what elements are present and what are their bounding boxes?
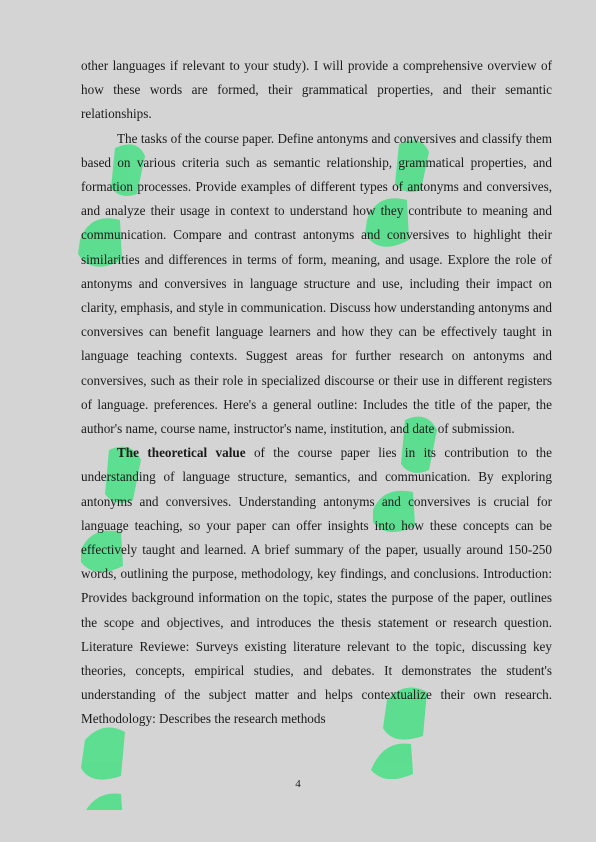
paragraph-1: other languages if relevant to your study). I will provide a comprehensive overview of how these words are formed, their grammatical properties, and their semantic relationships. [81,58,552,122]
paragraph-3-text: of the course paper lies in its contribution to the understanding of language structure, semantics, and communication. By exploring antonyms and conversives. Understanding antonyms and conversives is crucial for language teaching, so your paper can offer insights into how these concepts can be effectively taught and learned. A brief summary of the paper, usually around 150-250 words, outlining the purpose, methodology, key findings, and conclusions. Introduction: Provides background information on the topic, states the purpose of the paper, outlines the scope and objectives, and introduces the thesis statement or research question. Literature Reviewe: Surveys existing literature relevant to the topic, discussing key theories, concepts, empirical studies, and debates. It demonstrates the student's understanding of the subject matter and helps contextualize their own research. Methodology: Describes the research methods [81,445,552,727]
body-text [81,54,552,732]
page-number: 4 [295,778,301,790]
paragraph-3-bold-lead: The theoretical value [117,445,246,461]
paragraph-2: The tasks of the course paper. Define antonyms and conversives and classify them based on various criteria such as semantic relationship, grammatical properties, and formation processes. Provide examples of different types of antonyms and conversives, and analyze their usage in context to understand how they contribute to meaning and communication. Compare and contrast antonyms and conversives to highlight their similarities and differences in terms of form, meaning, and usage. Explore the role of antonyms and conversives in language structure and use, including their impact on clarity, emphasis, and style in communication. Discuss how understanding antonyms and conversives can benefit language learners and how they can be effectively taught in language teaching contexts. Suggest areas for further research on antonyms and conversives, such as their role in specialized discourse or their use in different registers of language. preferences. Here's a general outline: Includes the title of the paper, the author's name, course name, instructor's name, institution, and date of submission. [81,130,552,437]
paragraph-3 [81,441,552,731]
